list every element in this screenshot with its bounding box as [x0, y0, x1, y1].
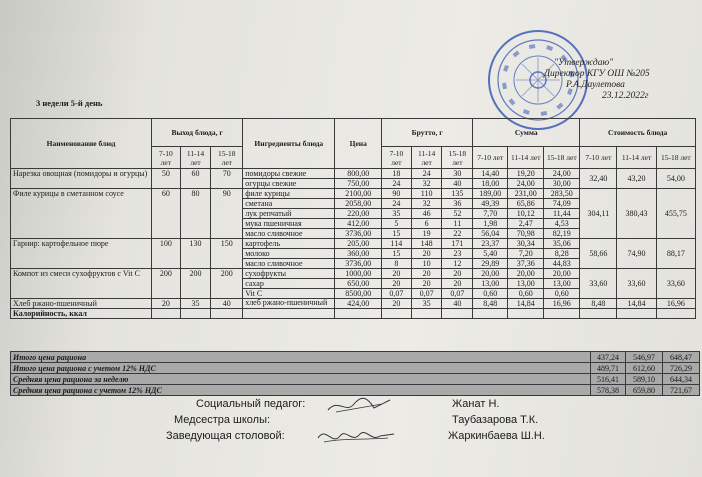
table-cell [180, 309, 211, 319]
output-cell: 90 [211, 189, 243, 239]
price-cell: 412,00 [335, 219, 382, 229]
total-label: Средняя цена рациона с учетом 12% НДС [11, 385, 591, 396]
output-cell: 150 [211, 239, 243, 269]
age-header: 15-18 лет [442, 147, 473, 169]
cost-cell: 74,90 [617, 239, 656, 269]
age-header: 7-10 лет [473, 147, 508, 169]
table-header-row [11, 119, 696, 147]
header-brutto: Брутто, г [382, 119, 473, 147]
sum-cell: 74,09 [544, 199, 580, 209]
sum-cell: 0,60 [544, 289, 580, 299]
price-cell: 3736,00 [335, 229, 382, 239]
table-cell [211, 309, 243, 319]
signature-role-3: Заведующая столовой: [166, 430, 285, 442]
sum-cell: 189,00 [473, 189, 508, 199]
cost-cell: 8,48 [580, 299, 617, 309]
table-row [11, 269, 696, 279]
price-cell: 800,00 [335, 169, 382, 179]
brutto-cell: 24 [411, 169, 442, 179]
total-value: 721,67 [663, 385, 700, 396]
ingredient-cell: хлеб ржано-пшеничный [243, 299, 335, 309]
total-row [11, 374, 700, 385]
ingredient-cell: помидоры свежие [243, 169, 335, 179]
brutto-cell: 11 [442, 219, 473, 229]
price-cell: 205,00 [335, 239, 382, 249]
sum-cell: 231,00 [508, 189, 544, 199]
output-cell: 130 [180, 239, 211, 269]
sum-cell: 8,48 [473, 299, 508, 309]
output-cell: 80 [180, 189, 211, 239]
sum-cell: 49,39 [473, 199, 508, 209]
output-cell: 60 [152, 189, 181, 239]
table-cell [544, 309, 580, 319]
sum-cell: 44,83 [544, 259, 580, 269]
total-value: 437,24 [591, 352, 626, 363]
approval-date: 23.12.2022г [602, 91, 649, 101]
table-row [11, 169, 696, 179]
sum-cell: 5,40 [473, 249, 508, 259]
dish-name-cell: Гарнир: картофельное пюре [11, 239, 152, 269]
sum-cell: 82,19 [544, 229, 580, 239]
menu-table-body [11, 169, 696, 319]
signature-role-1: Социальный педагог: [196, 398, 306, 410]
brutto-cell: 171 [442, 239, 473, 249]
sum-cell: 4,53 [544, 219, 580, 229]
output-cell: 60 [180, 169, 211, 189]
sum-cell: 13,00 [508, 279, 544, 289]
brutto-cell: 46 [411, 209, 442, 219]
cost-cell: 32,40 [580, 169, 617, 189]
sum-cell: 56,04 [473, 229, 508, 239]
age-header: 11-14 лет [617, 147, 656, 169]
brutto-cell: 10 [411, 259, 442, 269]
ingredient-cell: сметана [243, 199, 335, 209]
header-dish: Наименование блюд [11, 119, 152, 169]
cost-cell: 455,75 [656, 189, 695, 239]
sum-cell: 20,00 [508, 269, 544, 279]
brutto-cell: 30 [442, 169, 473, 179]
brutto-cell: 24 [382, 179, 412, 189]
brutto-cell: 52 [442, 209, 473, 219]
table-cell [243, 309, 335, 319]
price-cell: 750,00 [335, 179, 382, 189]
calories-label: Калорийность, ккал [11, 309, 152, 319]
cost-cell: 33,60 [617, 269, 656, 299]
brutto-cell: 114 [382, 239, 412, 249]
sum-cell: 18,00 [473, 179, 508, 189]
output-cell: 200 [152, 269, 181, 299]
signature-role-2: Медсестра школы: [174, 414, 271, 426]
ingredient-cell: сахар [243, 279, 335, 289]
brutto-cell: 20 [442, 269, 473, 279]
header-price: Цена [335, 119, 382, 169]
sum-cell: 24,00 [508, 179, 544, 189]
dish-name-cell: Нарезка овощная (помидоры и огурцы) [11, 169, 152, 189]
cost-cell: 33,60 [580, 269, 617, 299]
table-cell [442, 309, 473, 319]
sum-cell: 37,36 [508, 259, 544, 269]
total-label: Итого цена рациона с учетом 12% НДС [11, 363, 591, 374]
age-header: 15-18 лет [656, 147, 695, 169]
output-cell: 35 [180, 299, 211, 309]
brutto-cell: 19 [411, 229, 442, 239]
table-cell [152, 309, 181, 319]
sum-cell: 13,00 [544, 279, 580, 289]
sum-cell: 30,34 [508, 239, 544, 249]
table-cell [617, 309, 656, 319]
sum-cell: 14,40 [473, 169, 508, 179]
sum-cell: 8,28 [544, 249, 580, 259]
sum-cell: 29,89 [473, 259, 508, 269]
total-value: 648,47 [663, 352, 700, 363]
total-value: 589,10 [626, 374, 663, 385]
age-header: 15-18 лет [211, 147, 243, 169]
sum-cell: 20,00 [544, 269, 580, 279]
header-sum: Сумма [473, 119, 580, 147]
brutto-cell: 40 [442, 299, 473, 309]
brutto-cell: 0,07 [382, 289, 412, 299]
sum-cell: 65,86 [508, 199, 544, 209]
brutto-cell: 20 [411, 279, 442, 289]
sum-cell: 7,70 [473, 209, 508, 219]
total-row [11, 352, 700, 363]
ingredient-cell: сухофрукты [243, 269, 335, 279]
table-row [11, 239, 696, 249]
age-header: 7-10 лет [580, 147, 617, 169]
header-output: Выход блюда, г [152, 119, 243, 147]
brutto-cell: 20 [411, 269, 442, 279]
brutto-cell: 15 [382, 249, 412, 259]
brutto-cell: 23 [442, 249, 473, 259]
menu-table [10, 118, 696, 319]
cost-cell: 14,84 [617, 299, 656, 309]
brutto-cell: 12 [442, 259, 473, 269]
brutto-cell: 32 [411, 199, 442, 209]
approval-block [540, 58, 700, 102]
price-cell: 1000,00 [335, 269, 382, 279]
brutto-cell: 32 [411, 179, 442, 189]
age-header: 11-14 лет [180, 147, 211, 169]
output-cell: 40 [211, 299, 243, 309]
table-cell [580, 309, 617, 319]
brutto-cell: 40 [442, 179, 473, 189]
sum-cell: 24,00 [544, 169, 580, 179]
brutto-cell: 20 [411, 249, 442, 259]
price-cell: 2100,00 [335, 189, 382, 199]
sum-cell: 30,00 [544, 179, 580, 189]
price-cell: 2058,00 [335, 199, 382, 209]
sum-cell: 7,20 [508, 249, 544, 259]
sum-cell: 0,60 [473, 289, 508, 299]
total-value: 659,80 [626, 385, 663, 396]
brutto-cell: 20 [382, 299, 412, 309]
day-title: 3 недели 5-й день [36, 98, 103, 108]
table-cell [335, 309, 382, 319]
total-value: 578,38 [591, 385, 626, 396]
ingredient-cell: огурцы свежие [243, 179, 335, 189]
brutto-cell: 20 [382, 269, 412, 279]
table-cell [473, 309, 508, 319]
age-header: 11-14 лет [508, 147, 544, 169]
table-cell [508, 309, 544, 319]
sum-cell: 2,47 [508, 219, 544, 229]
sum-cell: 23,37 [473, 239, 508, 249]
brutto-cell: 135 [442, 189, 473, 199]
price-cell: 220,00 [335, 209, 382, 219]
total-value: 546,97 [626, 352, 663, 363]
brutto-cell: 20 [382, 279, 412, 289]
header-ingredients: Ингредиенты блюда [243, 119, 335, 169]
cost-cell: 88,17 [656, 239, 695, 269]
table-cell [382, 309, 412, 319]
sum-cell: 20,00 [473, 269, 508, 279]
brutto-cell: 35 [382, 209, 412, 219]
approval-name: Р.А.Даулетова [566, 80, 625, 90]
age-header: 7-10 лет [152, 147, 181, 169]
brutto-cell: 36 [442, 199, 473, 209]
total-value: 516,41 [591, 374, 626, 385]
dish-name-cell: Компот из смеси сухофруктов с Vit C [11, 269, 152, 299]
ingredient-cell: лук репчатый [243, 209, 335, 219]
total-value: 612,60 [626, 363, 663, 374]
sum-cell: 13,00 [473, 279, 508, 289]
output-cell: 200 [211, 269, 243, 299]
brutto-cell: 18 [382, 169, 412, 179]
signature-name-1: Жанат Н. [452, 398, 500, 410]
brutto-cell: 110 [411, 189, 442, 199]
total-label: Итого цена рациона [11, 352, 591, 363]
price-cell: 8500,00 [335, 289, 382, 299]
cost-cell: 58,66 [580, 239, 617, 269]
table-cell [656, 309, 695, 319]
header-cost: Стоимость блюда [580, 119, 696, 147]
ingredient-cell: Vit C [243, 289, 335, 299]
ingredient-cell: картофель [243, 239, 335, 249]
output-cell: 20 [152, 299, 181, 309]
price-cell: 360,00 [335, 249, 382, 259]
signature-name-2: Таубазарова Т.К. [452, 414, 539, 426]
cost-cell: 304,11 [580, 189, 617, 239]
ingredient-cell: мука пшеничная [243, 219, 335, 229]
price-cell: 650,00 [335, 279, 382, 289]
brutto-cell: 8 [382, 259, 412, 269]
calories-row [11, 309, 696, 319]
approval-heading: "Утверждаю" [554, 58, 614, 68]
brutto-cell: 148 [411, 239, 442, 249]
sum-cell: 283,50 [544, 189, 580, 199]
ingredient-cell: масло сливочное [243, 259, 335, 269]
age-header: 7-10 лет [382, 147, 412, 169]
brutto-cell: 20 [442, 279, 473, 289]
age-header: 15-18 лет [544, 147, 580, 169]
cost-cell: 54,00 [656, 169, 695, 189]
brutto-cell: 0,07 [411, 289, 442, 299]
cost-cell: 380,43 [617, 189, 656, 239]
output-cell: 200 [180, 269, 211, 299]
sum-cell: 0,60 [508, 289, 544, 299]
output-cell: 70 [211, 169, 243, 189]
total-label: Средняя цена рациона за неделю [11, 374, 591, 385]
brutto-cell: 5 [382, 219, 412, 229]
sum-cell: 16,96 [544, 299, 580, 309]
brutto-cell: 6 [411, 219, 442, 229]
ingredient-cell: филе курицы [243, 189, 335, 199]
brutto-cell: 15 [382, 229, 412, 239]
table-row [11, 299, 696, 309]
sum-cell: 10,12 [508, 209, 544, 219]
price-cell: 424,00 [335, 299, 382, 309]
cost-cell: 33,60 [656, 269, 695, 299]
signature-scribble-icon [316, 424, 396, 448]
total-row [11, 363, 700, 374]
brutto-cell: 90 [382, 189, 412, 199]
totals-table [10, 351, 700, 396]
sum-cell: 1,98 [473, 219, 508, 229]
signature-name-3: Жаркинбаева Ш.Н. [448, 430, 545, 442]
sum-cell: 35,06 [544, 239, 580, 249]
output-cell: 100 [152, 239, 181, 269]
totals-body [11, 352, 700, 396]
total-value: 644,34 [663, 374, 700, 385]
signature-scribble-icon [324, 394, 394, 416]
brutto-cell: 35 [411, 299, 442, 309]
total-value: 489,71 [591, 363, 626, 374]
approval-position: Директор КГУ ОШ №205 [544, 69, 650, 79]
age-header: 11-14 лет [411, 147, 442, 169]
sum-cell: 14,84 [508, 299, 544, 309]
cost-cell: 43,20 [617, 169, 656, 189]
brutto-cell: 24 [382, 199, 412, 209]
sum-cell: 11,44 [544, 209, 580, 219]
table-cell [411, 309, 442, 319]
sum-cell: 70,98 [508, 229, 544, 239]
output-cell: 50 [152, 169, 181, 189]
price-cell: 3736,00 [335, 259, 382, 269]
total-value: 726,29 [663, 363, 700, 374]
brutto-cell: 22 [442, 229, 473, 239]
sum-cell: 19,20 [508, 169, 544, 179]
dish-name-cell: Хлеб ржано-пшеничный [11, 299, 152, 309]
ingredient-cell: молоко [243, 249, 335, 259]
ingredient-cell: масло сливочное [243, 229, 335, 239]
table-row [11, 189, 696, 199]
dish-name-cell: Филе курицы в сметанном соусе [11, 189, 152, 239]
brutto-cell: 0,07 [442, 289, 473, 299]
cost-cell: 16,96 [656, 299, 695, 309]
